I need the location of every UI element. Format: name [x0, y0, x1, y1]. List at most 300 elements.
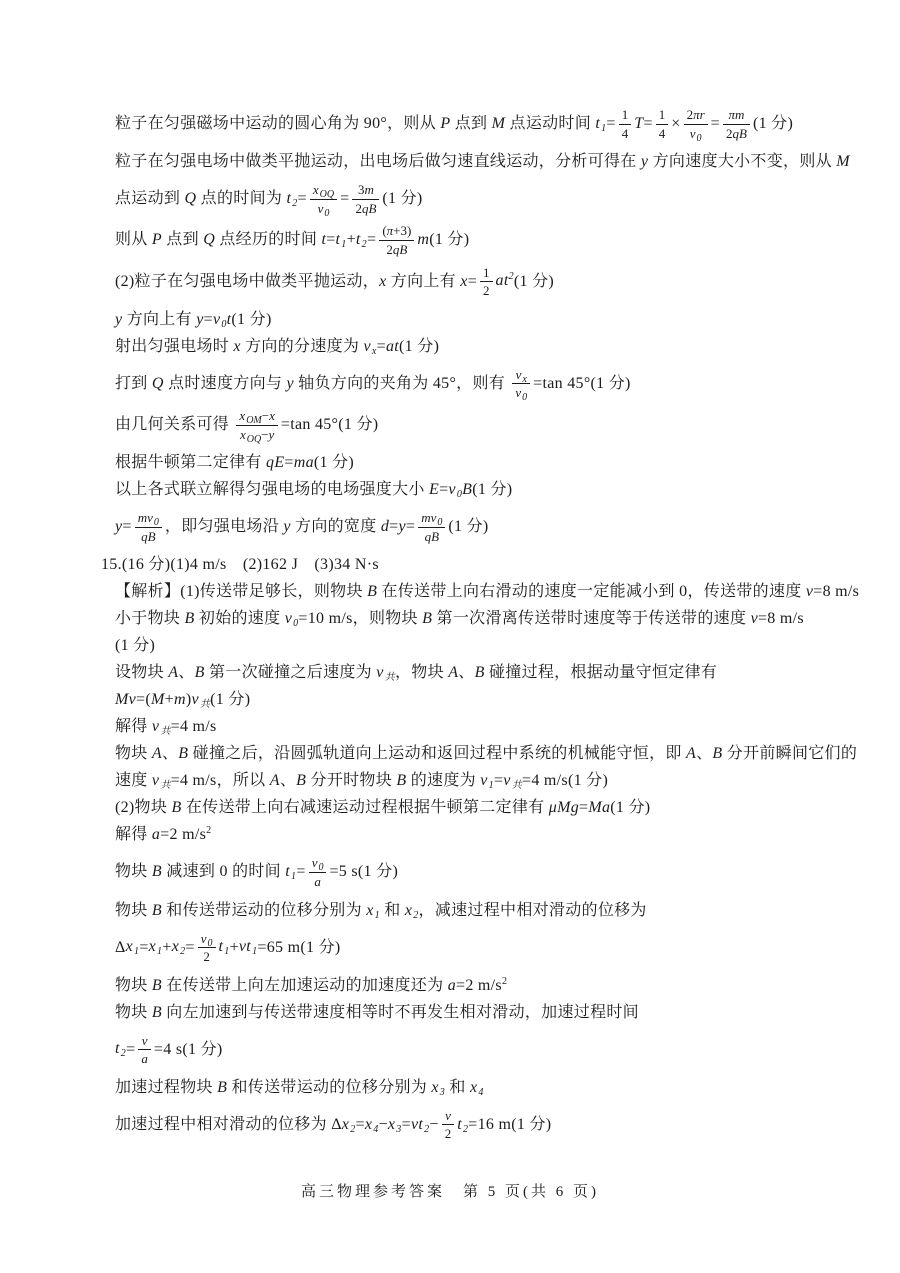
text-line-6 — [115, 306, 825, 333]
math-var: B — [194, 664, 205, 682]
text-run: = — [203, 310, 213, 328]
math-var: A — [168, 664, 179, 682]
math-var: $v_0$ — [689, 125, 702, 144]
math-var: $x_2$ — [404, 901, 419, 921]
math-var: $v_共$ — [151, 718, 171, 738]
text-run: 根据牛顿第二定律有 — [115, 454, 267, 472]
text-run: ，即匀强电场沿 — [164, 517, 284, 535]
fraction-denominator — [138, 1050, 151, 1067]
fraction — [309, 855, 327, 889]
math-var: B — [396, 772, 407, 790]
math-var: $x_{OQ}$ — [312, 182, 335, 201]
math-var: $x_4$ — [470, 1078, 484, 1098]
fraction — [352, 182, 379, 216]
text-run: 第一次碰撞之后速度为 — [204, 664, 377, 682]
text-run: 、 — [696, 745, 713, 763]
fraction-numerator — [309, 855, 327, 873]
math-var: $v_x$ — [363, 337, 377, 357]
math-var: $v_共$ — [376, 664, 395, 684]
fraction-denominator — [310, 200, 337, 217]
math-var: $vt_1$ — [238, 938, 258, 958]
fraction — [442, 1108, 455, 1142]
math-var: y — [283, 517, 291, 535]
math-var: A — [151, 745, 162, 763]
math-var: $t_1$ — [218, 938, 230, 958]
text-run: 和传送带运动的位移分别为 — [227, 1078, 432, 1096]
text-run: =10 m/s，则物块 — [298, 610, 423, 628]
text-line-24 — [115, 855, 825, 889]
text-run: 粒子在匀强电场中做类平抛运动，出电场后做匀速直线运动，分析可得在 — [115, 153, 641, 171]
math-var: $x_3$ — [387, 1115, 402, 1135]
text-run: 2 — [726, 125, 733, 141]
text-run: 打到 — [115, 374, 152, 392]
fraction — [480, 265, 493, 299]
text-run: (1 分) — [382, 189, 423, 207]
math-var: qB — [424, 528, 440, 544]
text-run: 在传送带上向右滑动的速度一定能减小到 0，传送带的速度 — [377, 583, 806, 601]
fraction-denominator — [684, 125, 708, 142]
math-var: P — [151, 231, 162, 249]
math-var: ma — [293, 454, 314, 472]
text-run: (1 分) — [752, 114, 794, 132]
text-run: 轴负方向的夹角为 45°，则有 — [293, 374, 510, 392]
math-var: B — [151, 863, 162, 881]
text-run: 分开前瞬间它们的 — [722, 745, 858, 763]
text-line-2 — [115, 148, 850, 175]
fraction-numerator — [512, 367, 530, 385]
text-run: (1 分) — [513, 272, 555, 290]
math-var: $v_0$ — [448, 481, 463, 501]
text-run: ( — [382, 223, 387, 239]
text-run: 和 — [445, 1078, 471, 1096]
text-line-12 — [115, 510, 825, 544]
fraction — [198, 931, 216, 965]
text-run: 15.(16 分)(1)4 m/s (2)162 J (3)34 N·s — [101, 556, 379, 574]
text-run: 射出匀强电场时 — [115, 337, 234, 355]
math-var: qB — [392, 241, 408, 257]
fraction-numerator — [684, 107, 708, 125]
math-var: B — [367, 583, 378, 601]
text-run: 物块 — [115, 745, 152, 763]
fraction-numerator — [723, 107, 750, 125]
text-run: 4 — [658, 125, 666, 141]
math-var: M — [836, 153, 850, 171]
math-var: $x_1$ — [125, 938, 140, 958]
text-run: 粒子在匀强磁场中运动的圆心角为 90°，则从 — [115, 114, 441, 132]
math-var: μMg — [548, 799, 580, 817]
text-run: =2 $m/s^2$ — [160, 825, 212, 844]
text-run: 点经历的时间 — [215, 231, 322, 249]
text-run: 1 — [658, 107, 666, 122]
math-var: $t_1$ — [335, 231, 347, 251]
text-run: =4 m/s(1 分) — [522, 772, 609, 790]
math-var: P — [440, 114, 451, 132]
text-run: (1 分) — [231, 310, 272, 328]
math-var: $at^2$ — [495, 271, 514, 290]
math-var: $x_2$ — [171, 938, 186, 958]
text-line-31 — [115, 1108, 825, 1142]
text-run: + — [164, 691, 174, 709]
text-run: ，物块 — [395, 664, 449, 682]
text-run: 向左加速到与传送带速度相等时不再发生相对滑动，加速过程时间 — [161, 1003, 639, 1021]
text-run: 点到 — [450, 114, 492, 132]
text-run: (1 分) — [610, 799, 651, 817]
text-run: = — [401, 1115, 411, 1133]
text-line-4 — [115, 223, 825, 257]
math-var: $x_2$ — [341, 1115, 356, 1135]
text-run: (1 分) — [472, 481, 513, 499]
text-run: 2 — [483, 283, 490, 299]
math-var: y — [398, 517, 406, 535]
fraction — [418, 510, 445, 544]
math-var: $v_0$ — [284, 610, 299, 630]
fraction-numerator — [352, 182, 379, 200]
text-run: Δ — [115, 938, 126, 956]
text-line-29 — [115, 1033, 825, 1067]
math-var: $t_2$ — [355, 231, 367, 251]
text-run: 方向的宽度 — [290, 517, 381, 535]
text-run: =8 m/s — [813, 583, 860, 601]
math-var: $t_2$ — [457, 1115, 469, 1135]
math-var: x — [379, 272, 387, 290]
math-var: v — [141, 1032, 148, 1048]
text-line-22 — [115, 794, 825, 821]
text-run: 点到 — [161, 231, 204, 249]
math-var: m — [417, 231, 430, 249]
math-var: B — [151, 901, 162, 919]
text-line-18 — [115, 686, 825, 713]
text-run: ，减速过程中相对滑动的位移为 — [418, 901, 647, 919]
math-var: B — [712, 745, 723, 763]
text-run: = — [340, 189, 350, 207]
math-var: Ma — [588, 799, 611, 817]
math-var: πm — [728, 107, 745, 122]
text-line-13 — [101, 551, 825, 578]
text-run: 方向的分速度为 — [240, 337, 364, 355]
text-line-10 — [115, 449, 825, 476]
text-run: =4 s(1 分) — [153, 1040, 223, 1058]
text-run: 加速过程中相对滑动的位移为 Δ — [115, 1115, 342, 1133]
text-run: = — [439, 481, 449, 499]
text-run: +3) — [393, 223, 412, 239]
text-run: =4 m/s — [170, 718, 217, 736]
text-run: (1 分) — [448, 517, 489, 535]
math-var: v — [750, 610, 758, 628]
text-run: 则从 — [115, 231, 152, 249]
text-run: =( — [136, 691, 151, 709]
text-run: (1 分) — [313, 454, 355, 472]
math-var: a — [151, 826, 161, 844]
math-var: M — [491, 114, 506, 132]
math-var: at — [386, 337, 400, 355]
fraction-numerator — [656, 107, 669, 125]
math-var: B — [184, 610, 195, 628]
text-run: 2 — [686, 107, 694, 122]
text-run: = — [405, 517, 416, 535]
text-run: + — [346, 231, 356, 249]
math-var: $v_0$ — [212, 310, 227, 330]
math-var: $v_x$ — [515, 366, 527, 385]
text-run: = — [606, 114, 616, 132]
text-run: − — [378, 1115, 388, 1133]
text-run: 和传送带运动的位移分别为 — [161, 901, 367, 919]
text-run: 方向速度大小不变，则从 — [648, 153, 837, 171]
math-var: M — [150, 691, 165, 709]
text-run: 1 — [483, 264, 490, 280]
math-var: E — [429, 481, 440, 499]
text-line-28 — [115, 999, 825, 1026]
math-var: A — [269, 772, 280, 790]
text-run: 、 — [458, 664, 475, 682]
text-run: ) — [185, 691, 192, 709]
math-var: a — [314, 873, 321, 889]
math-var: $v_0$ — [200, 930, 213, 949]
math-var: B — [462, 481, 473, 499]
text-line-19 — [115, 713, 825, 740]
fraction-denominator — [619, 125, 632, 142]
text-run: 速度 — [115, 772, 152, 790]
text-run: 加速过程物块 — [115, 1078, 218, 1096]
fraction-numerator — [418, 510, 445, 528]
text-run: = — [355, 1115, 365, 1133]
fraction-numerator — [310, 182, 337, 200]
fraction-denominator — [656, 125, 669, 142]
text-line-25 — [115, 897, 825, 924]
text-line-8 — [115, 366, 825, 404]
text-line-5 — [115, 265, 825, 299]
math-var: x — [460, 272, 468, 290]
text-run: 以上各式联立解得匀强电场的电场强度大小 — [115, 481, 430, 499]
fraction-denominator — [442, 1125, 455, 1142]
fraction-denominator — [512, 384, 530, 404]
text-line-27 — [115, 972, 825, 999]
math-var: qE — [266, 454, 285, 472]
text-run: 2 — [386, 241, 393, 257]
text-run: (2)粒子在匀强电场中做类平抛运动， — [115, 272, 380, 290]
fraction-denominator — [198, 948, 216, 965]
fraction-denominator — [723, 125, 750, 142]
math-var: $x_1$ — [148, 938, 163, 958]
fraction-numerator — [480, 265, 493, 283]
math-var: $x_1$ — [366, 901, 380, 921]
math-var: A — [448, 664, 459, 682]
math-var: B — [151, 1003, 162, 1021]
fraction-denominator — [352, 200, 379, 217]
fraction — [684, 107, 708, 144]
math-var: $v_共$ — [151, 772, 171, 792]
math-var: π — [386, 223, 394, 239]
text-run: =tan 45°(1 分) — [533, 374, 631, 392]
text-run: 的速度为 — [406, 772, 481, 790]
math-var: $mv_0$ — [137, 510, 159, 529]
text-run: = — [643, 114, 653, 132]
text-run: 减速到 0 的时间 — [161, 863, 286, 881]
math-var: Mv — [115, 691, 137, 709]
math-var: $vt_2$ — [410, 1115, 430, 1135]
math-var: t — [321, 231, 327, 249]
text-run: 设物块 — [115, 664, 169, 682]
math-var: x — [233, 337, 241, 355]
math-var: $v_0$ — [317, 200, 330, 219]
text-run: = — [710, 114, 720, 132]
text-run: 物块 — [115, 901, 152, 919]
text-line-21 — [115, 767, 825, 794]
fraction — [723, 107, 750, 141]
math-var: B — [171, 799, 182, 817]
text-run: =4 m/s，所以 — [170, 772, 270, 790]
text-run: 点运动时间 — [505, 114, 596, 132]
fraction — [236, 407, 277, 445]
text-run: = — [366, 231, 377, 249]
text-run: − — [429, 1115, 439, 1133]
text-run: 2 — [203, 949, 210, 965]
text-run: =tan 45°(1 分) — [280, 415, 379, 433]
fraction-numerator — [379, 223, 414, 241]
math-var: B — [296, 772, 307, 790]
fraction-numerator — [135, 510, 162, 528]
fraction — [310, 182, 337, 219]
text-run: 2 — [355, 200, 362, 216]
math-var: B — [474, 664, 485, 682]
text-run: (1 分) — [399, 337, 440, 355]
text-run: 方向上有 — [122, 310, 197, 328]
math-var: B — [422, 610, 433, 628]
fraction — [656, 107, 669, 141]
fraction-denominator — [480, 282, 493, 299]
math-var: $t_1$ — [285, 863, 297, 883]
text-line-16 — [115, 632, 825, 659]
text-run: 【解析】(1)传送带足够长，则物块 — [115, 583, 368, 601]
math-var: $v_共$ — [503, 772, 522, 792]
math-var: B — [151, 976, 162, 994]
text-run: = — [389, 517, 399, 535]
math-var: d — [380, 517, 390, 535]
text-run: 物块 — [115, 1003, 152, 1021]
fraction-numerator — [236, 408, 277, 426]
fraction-numerator — [198, 931, 216, 949]
math-var: $x_4$ — [364, 1115, 379, 1135]
math-var: B — [178, 745, 189, 763]
text-run: = — [139, 938, 149, 956]
footer-text: 高三物理参考答案 第 5 页(共 6 页) — [301, 1184, 599, 1200]
text-line-23 — [115, 821, 825, 848]
fraction — [138, 1033, 151, 1067]
math-var: $t_2$ — [286, 189, 298, 209]
math-var: A — [685, 745, 697, 763]
fraction-denominator — [418, 528, 445, 545]
text-run: (2)物块 — [115, 799, 172, 817]
math-var: x — [269, 407, 275, 423]
math-var: a — [141, 1051, 148, 1067]
text-run: − — [261, 426, 269, 442]
math-var: $v_0$ — [311, 855, 324, 874]
math-var: t — [226, 310, 232, 328]
math-var: v — [805, 583, 814, 601]
text-run: + — [162, 938, 172, 956]
text-run: 由几何关系可得 — [115, 415, 234, 433]
text-run: 解得 — [115, 826, 152, 844]
math-var: y — [268, 426, 275, 442]
fraction — [379, 223, 414, 257]
text-run: (1 分) — [210, 691, 251, 709]
text-line-9 — [115, 407, 825, 445]
math-var: y — [115, 517, 123, 535]
text-run: = — [296, 863, 306, 881]
math-var: Q — [151, 374, 164, 392]
text-run: =5 s(1 分) — [329, 863, 399, 881]
math-var: $t_1$ — [595, 114, 607, 134]
fraction-denominator — [379, 241, 414, 258]
math-var: πr — [693, 107, 705, 122]
text-run: 物块 — [115, 863, 152, 881]
text-line-15 — [115, 605, 825, 632]
text-run: 解得 — [115, 718, 152, 736]
fraction-numerator — [619, 107, 632, 125]
text-line-30 — [115, 1074, 825, 1101]
text-run: = — [297, 189, 307, 207]
text-line-11 — [115, 476, 825, 503]
text-line-26 — [115, 931, 825, 965]
text-line-20 — [115, 740, 858, 767]
fraction-denominator — [309, 873, 327, 890]
math-var: m — [173, 691, 186, 709]
text-run: = — [493, 772, 504, 790]
fraction-numerator — [138, 1033, 151, 1051]
math-var: $v_共$ — [191, 691, 211, 711]
math-var: $x_3$ — [431, 1078, 446, 1098]
math-var: v — [445, 1107, 451, 1123]
text-run: 分开时物块 — [306, 772, 397, 790]
text-run: = — [579, 799, 589, 817]
text-run: = — [467, 272, 478, 290]
fraction-numerator — [442, 1108, 455, 1126]
math-var: qB — [361, 200, 377, 216]
text-run: (1 分) — [115, 637, 156, 655]
text-run: 、 — [178, 664, 195, 682]
math-var: $mv_0$ — [421, 510, 443, 529]
math-var: $x_{OQ}$ — [239, 426, 262, 445]
text-run: 3 — [357, 182, 365, 198]
text-run: =65 m(1 分) — [257, 938, 341, 956]
text-run: 1 — [621, 107, 629, 122]
math-var: Q — [203, 231, 216, 249]
fraction-denominator — [135, 528, 162, 545]
text-line-7 — [115, 333, 825, 360]
text-run: × — [671, 114, 681, 132]
text-run: 碰撞过程，根据动量守恒定律有 — [484, 664, 718, 682]
text-run: − — [261, 407, 270, 423]
text-run: 点时速度方向与 — [163, 374, 287, 392]
text-run: = — [185, 938, 195, 956]
math-var: qB — [732, 125, 747, 141]
text-run: = — [284, 454, 294, 472]
text-run: 初始的速度 — [194, 610, 285, 628]
math-var: $v_1$ — [480, 772, 494, 792]
text-run: 物块 — [115, 976, 152, 994]
math-var: y — [115, 310, 123, 328]
fraction-denominator — [236, 426, 277, 443]
math-var: m — [364, 182, 374, 198]
text-line-3 — [115, 182, 825, 219]
text-line-17 — [115, 659, 825, 686]
math-var: qB — [141, 528, 156, 544]
page-footer — [0, 1180, 900, 1201]
math-var: $v_0$ — [515, 385, 528, 404]
answer-content — [101, 100, 860, 1149]
text-run: 在传送带上向左加速运动的加速度还为 — [161, 976, 448, 994]
math-var: T — [634, 114, 644, 132]
fraction — [135, 510, 162, 544]
